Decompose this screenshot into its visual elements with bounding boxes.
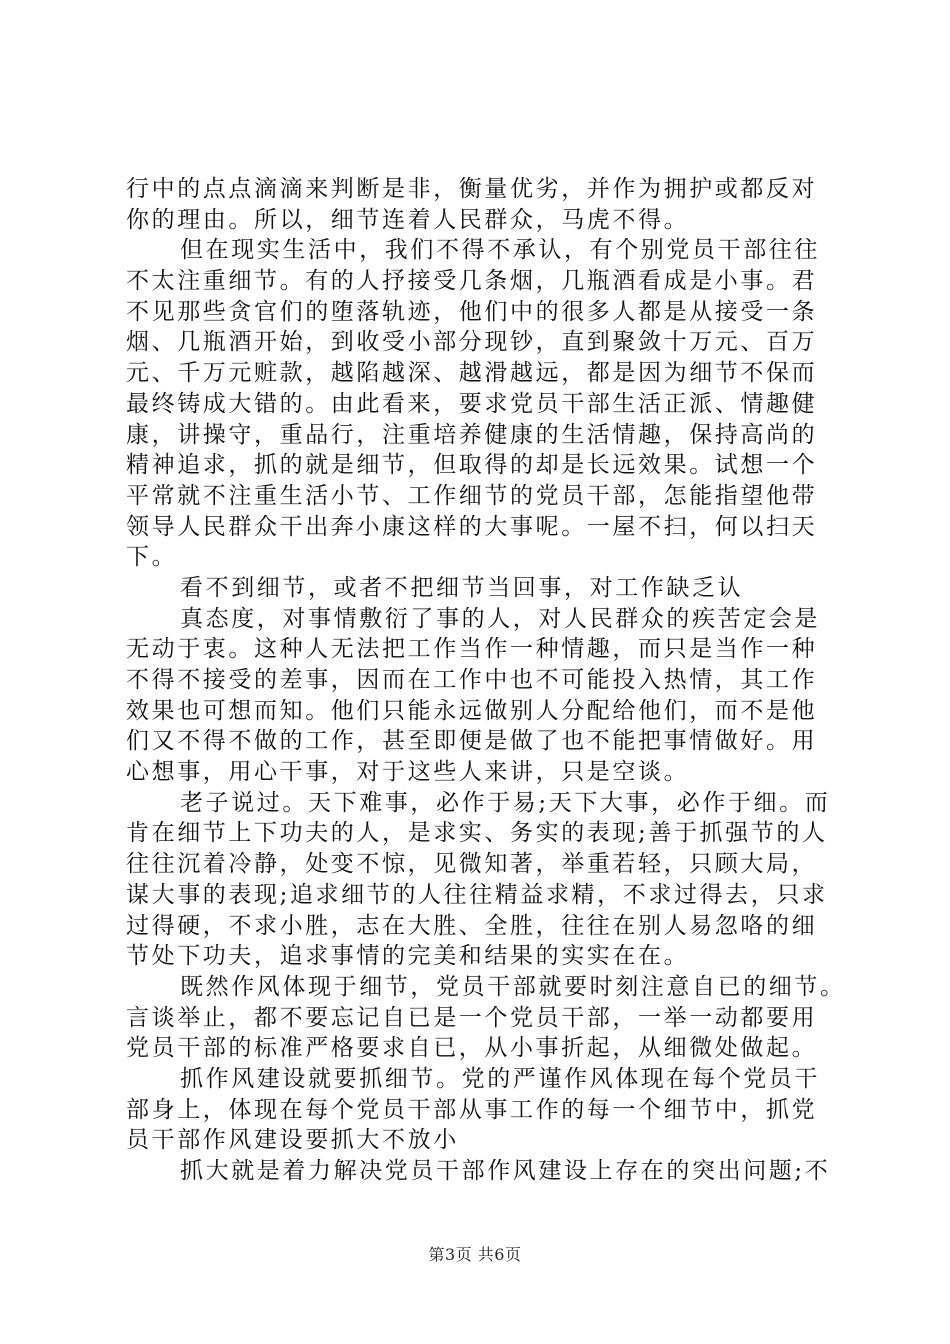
text-line: 谋大事的表现;追求细节的人往往精益求精，不求过得去，只求 (126, 881, 828, 908)
text-line: 不见那些贪官们的堕落轨迹，他们中的很多人都是从接受一条 (126, 298, 818, 325)
text-line: 节处下功夫，追求事情的完美和结果的实实在在。 (126, 943, 690, 970)
text-line: 言谈举止，都不要忘记自已是一个党员干部，一举一动都要用 (126, 1004, 818, 1031)
document-body (126, 174, 846, 1187)
text-line: 部身上，体现在每个党员干部从事工作的每一个细节中，抓党 (126, 1096, 818, 1123)
text-line: 康，讲操守，重品行，注重培养健康的生活情趣，保持高尚的 (126, 421, 818, 448)
text-line: 老子说过。天下难事，必作于易;天下大事，必作于细。而 (180, 789, 831, 816)
text-line: 往往沉着冷静，处变不惊，见微知著，举重若轻，只顾大局， (126, 851, 818, 878)
text-line: 不得不接受的差事，因而在工作中也不可能投入热情，其工作 (126, 667, 818, 693)
text-line: 抓作风建设就要抓细节。党的严谨作风体现在每个党员干 (180, 1065, 820, 1092)
text-line: 看不到细节，或者不把细节当回事，对工作缺乏认 (180, 574, 744, 601)
text-line: 不太注重细节。有的人抒接受几条烟，几瓶酒看成是小事。君 (126, 268, 818, 295)
text-line: 最终铸成大错的。由此看来，要求党员干部生活正派、情趣健 (126, 390, 818, 417)
text-line: 你的理由。所以，细节连着人民群众，马虎不得。 (126, 206, 690, 233)
text-line: 过得硬，不求小胜，志在大胜、全胜，往往在别人易忽咯的细 (126, 912, 818, 939)
text-line: 肯在细节上下功夫的人，是求实、务实的表现;善于抓强节的人 (126, 820, 828, 847)
text-line: 们又不得不做的工作，甚至即便是做了也不能把事情做好。用 (126, 728, 818, 755)
text-line: 烟、几瓶酒开始，到收受小部分现钞，直到聚敛十万元、百万 (126, 329, 818, 356)
text-line: 领导人民群众干出奔小康这样的大事呢。一屋不扫，何以扫天 (126, 513, 818, 540)
text-line: 下。 (126, 544, 178, 571)
text-line: 员干部作风建设要抓大不放小 (126, 1127, 459, 1154)
text-line: 党员干部的标准严格要求自已，从小事折起，从细微处做起。 (126, 1035, 818, 1062)
page-number-footer: 第3页 共6页 (428, 1245, 522, 1264)
text-line: 但在现实生活中，我们不得不承认，有个别党员干部往往 (180, 237, 820, 264)
text-line: 平常就不注重生活小节、工作细节的党员干部，怎能指望他带 (126, 482, 818, 509)
text-line: 既然作风体现于细节，党员干部就要时刻注意自已的细节。 (180, 973, 846, 1000)
text-line: 抓大就是着力解决党员干部作风建设上存在的突出问题;不 (180, 1158, 831, 1184)
text-line: 精神追求，抓的就是细节，但取得的却是长远效果。试想一个 (126, 452, 818, 479)
text-line: 元、千万元赃款，越陷越深、越滑越远，都是因为细节不保而 (126, 360, 818, 387)
text-line: 心想事，用心干事，对于这些人来讲，只是空谈。 (126, 759, 690, 786)
text-line: 行中的点点滴滴来判断是非，衡量优劣，并作为拥护或都反对 (126, 176, 818, 202)
text-line: 真态度，对事情敷衍了事的人，对人民群众的疾苦定会是 (180, 605, 820, 632)
text-line: 无动于衷。这种人无法把工作当作一种情趣，而只是当作一种 (126, 636, 818, 663)
text-line: 效果也可想而知。他们只能永远做别人分配给他们，而不是他 (126, 697, 818, 724)
